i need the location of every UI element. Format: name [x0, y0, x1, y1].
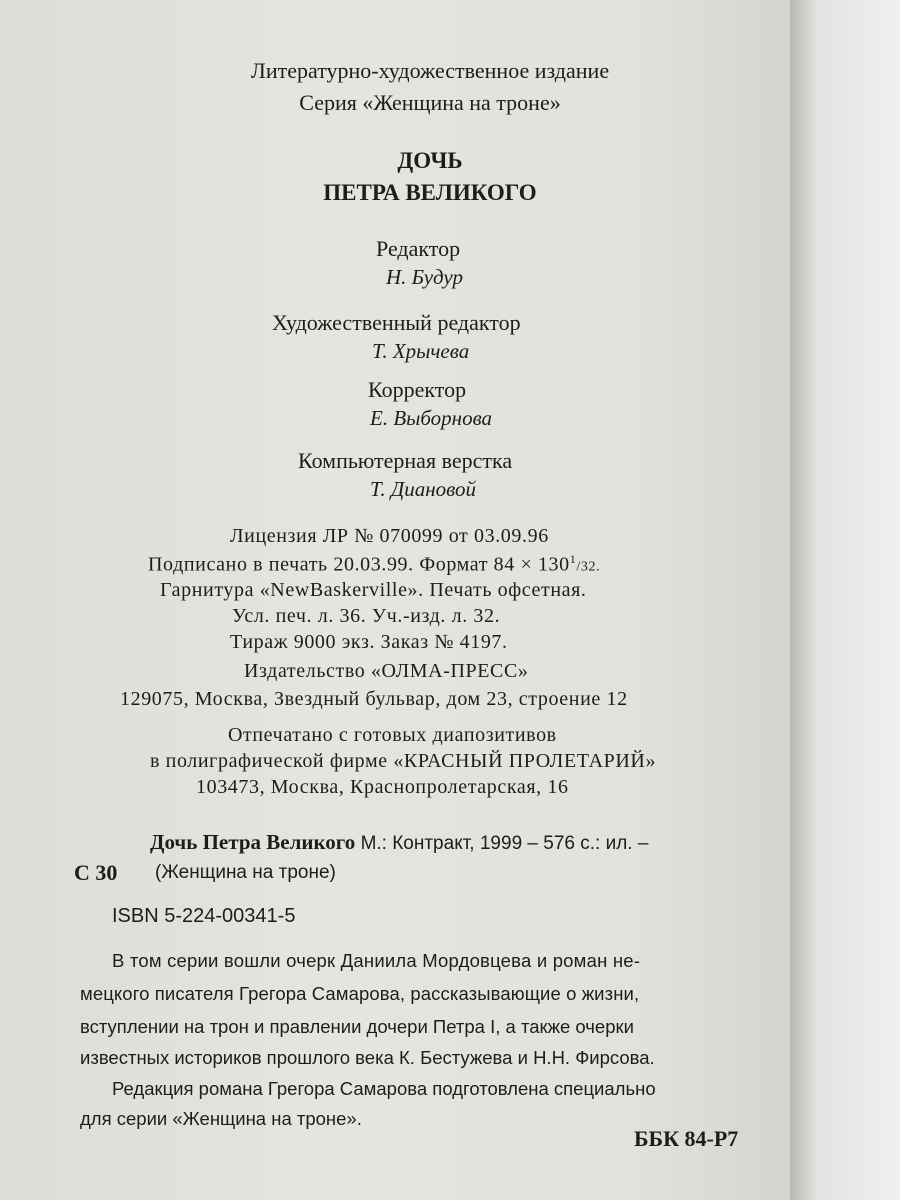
typeface-line: Гарнитура «NewBaskerville». Печать офсетная.: [160, 579, 587, 601]
credit-name-proofreader: Е. Выборнова: [370, 406, 493, 430]
signed-format-line: [148, 552, 600, 577]
credit-name-art-editor: Т. Хрычева: [372, 339, 470, 363]
sheets-line: Усл. печ. л. 36. Уч.-изд. л. 32.: [232, 605, 501, 627]
annotation-p2-line-1: Редакция романа Грегора Самарова подготовлена специально: [112, 1078, 656, 1099]
publisher-name: Издательство «ОЛМА-ПРЕСС»: [244, 660, 529, 682]
book-title-line-2: ПЕТРА ВЕЛИКОГО: [323, 180, 537, 205]
catalog-series: (Женщина на троне): [155, 862, 336, 883]
signed-format-text: Подписано в печать 20.03.99. Формат 84 × 130: [148, 553, 570, 576]
credit-name-editor: Н. Будур: [386, 265, 463, 289]
isbn: ISBN 5-224-00341-5: [112, 905, 296, 927]
catalog-title: Дочь Петра Великого: [150, 830, 356, 854]
format-subscript: /32.: [576, 559, 601, 575]
credit-role-proofreader: Корректор: [368, 377, 467, 402]
bbk-code: ББК 84-Р7: [634, 1126, 739, 1151]
catalog-entry: [150, 830, 648, 855]
annotation-p1-line-3: вступлении на трон и правлении дочери Петра I, а также очерки: [80, 1016, 634, 1037]
page-edge-background: [790, 0, 900, 1200]
annotation-p1-line-4: известных историков прошлого века К. Бестужева и Н.Н. Фирсова.: [80, 1047, 655, 1068]
book-title-line-1: ДОЧЬ: [397, 148, 463, 173]
printer-line-3: 103473, Москва, Краснопролетарская, 16: [196, 776, 569, 798]
credit-role-art-editor: Художественный редактор: [272, 310, 521, 335]
catalog-code: С 30: [74, 860, 118, 885]
annotation-p1-line-2: мецкого писателя Грегора Самарова, рассказывающие о жизни,: [80, 983, 640, 1004]
printer-line-2: в полиграфической фирме «КРАСНЫЙ ПРОЛЕТАРИЙ»: [150, 750, 657, 772]
license-line: Лицензия ЛР № 070099 от 03.09.96: [230, 525, 549, 547]
series-line: Серия «Женщина на троне»: [299, 90, 561, 115]
edition-type: Литературно-художественное издание: [250, 58, 610, 83]
annotation-p1-line-1: В том серии вошли очерк Даниила Мордовцева и роман не-: [112, 950, 641, 971]
catalog-details: М.: Контракт, 1999 – 576 с.: ил. –: [360, 833, 649, 854]
publisher-address: 129075, Москва, Звездный бульвар, дом 23, строение 12: [120, 688, 628, 710]
credit-role-layout: Компьютерная верстка: [298, 448, 513, 473]
printer-line-1: Отпечатано с готовых диапозитивов: [228, 724, 557, 746]
credit-name-layout: Т. Диановой: [370, 477, 476, 501]
format-superscript: 1: [569, 552, 577, 566]
print-run-line: Тираж 9000 экз. Заказ № 4197.: [230, 631, 508, 653]
credit-role-editor: Редактор: [376, 236, 461, 261]
annotation-p2-line-2: для серии «Женщина на троне».: [80, 1108, 362, 1129]
